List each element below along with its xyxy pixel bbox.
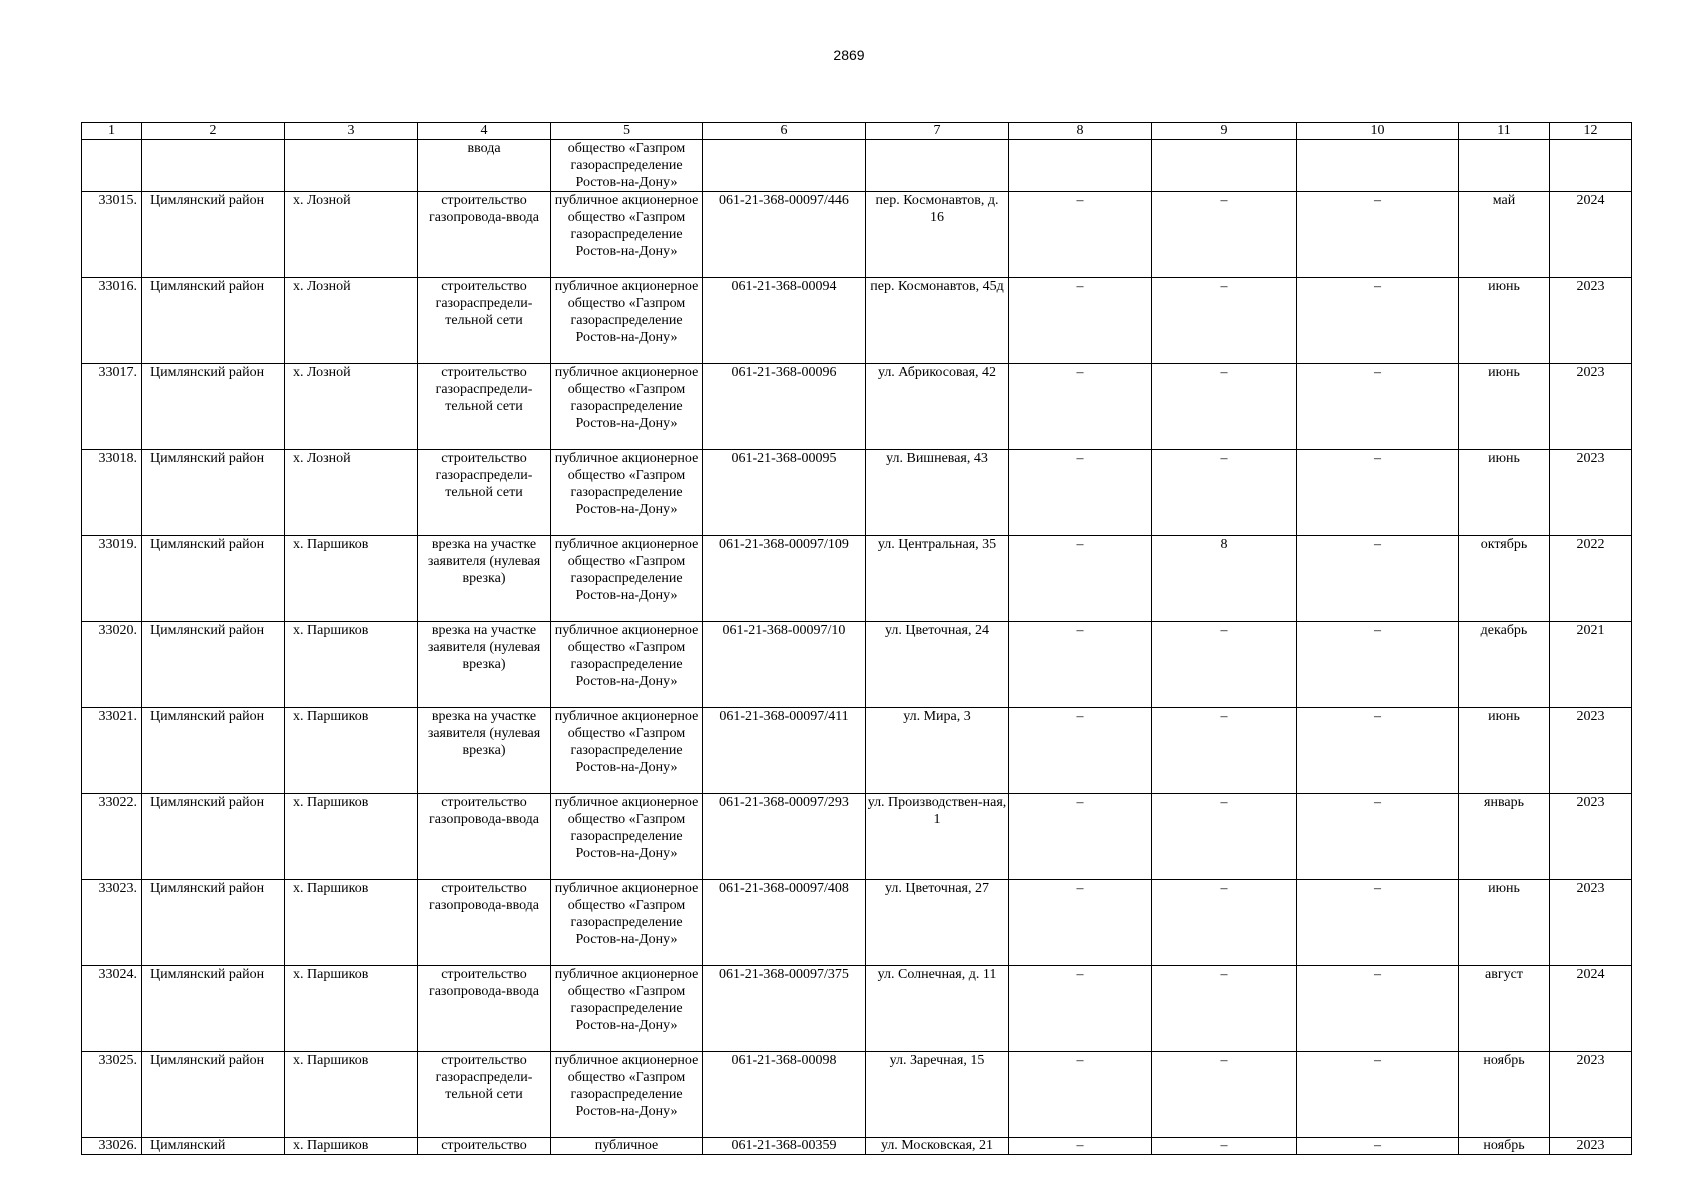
address-cell: ул. Цветочная, 27 bbox=[866, 880, 1009, 966]
column-10-cell: – bbox=[1297, 536, 1459, 622]
column-8-cell: – bbox=[1009, 450, 1152, 536]
address-cell: ул. Мира, 3 bbox=[866, 708, 1009, 794]
work-type-cell: строительство газопровода-ввода bbox=[418, 794, 551, 880]
table-row bbox=[82, 278, 1632, 364]
entry-number: 33021. bbox=[82, 708, 142, 794]
column-8-cell: – bbox=[1009, 536, 1152, 622]
entry-number: 33016. bbox=[82, 278, 142, 364]
locality-cell: х. Паршиков bbox=[285, 708, 418, 794]
year-cell: 2023 bbox=[1550, 450, 1632, 536]
table-row bbox=[82, 880, 1632, 966]
month-cell: декабрь bbox=[1459, 622, 1550, 708]
month-cell: июнь bbox=[1459, 880, 1550, 966]
column-9-cell: – bbox=[1152, 966, 1297, 1052]
locality-cell: х. Паршиков bbox=[285, 966, 418, 1052]
year-cell: 2023 bbox=[1550, 794, 1632, 880]
month-cell: октябрь bbox=[1459, 536, 1550, 622]
column-10-cell: – bbox=[1297, 1052, 1459, 1138]
district-cell: Цимлянский район bbox=[142, 450, 285, 536]
registry-code-cell: 061-21-368-00097/408 bbox=[703, 880, 866, 966]
district-cell: Цимлянский bbox=[142, 1138, 285, 1155]
registry-code-cell: 061-21-368-00096 bbox=[703, 364, 866, 450]
column-number: 6 bbox=[703, 123, 866, 140]
address-cell: ул. Центральная, 35 bbox=[866, 536, 1009, 622]
column-number-row bbox=[82, 123, 1632, 140]
address-cell: пер. Космонавтов, 45д bbox=[866, 278, 1009, 364]
year-cell bbox=[1550, 140, 1632, 192]
locality-cell: х. Лозной bbox=[285, 364, 418, 450]
column-9-cell bbox=[1152, 140, 1297, 192]
column-8-cell: – bbox=[1009, 192, 1152, 278]
column-9-cell: – bbox=[1152, 880, 1297, 966]
entry-number: 33025. bbox=[82, 1052, 142, 1138]
organization-cell: публичное акционерное общество «Газпром газораспределение Ростов-на-Дону» bbox=[551, 1052, 703, 1138]
work-type-cell: врезка на участке заявителя (нулевая врезка) bbox=[418, 622, 551, 708]
column-8-cell: – bbox=[1009, 1138, 1152, 1155]
locality-cell: х. Паршиков bbox=[285, 880, 418, 966]
year-cell: 2022 bbox=[1550, 536, 1632, 622]
district-cell: Цимлянский район bbox=[142, 708, 285, 794]
column-9-cell: – bbox=[1152, 708, 1297, 794]
registry-code-cell: 061-21-368-00094 bbox=[703, 278, 866, 364]
entry-number: 33024. bbox=[82, 966, 142, 1052]
district-cell: Цимлянский район bbox=[142, 278, 285, 364]
registry-code-cell: 061-21-368-00359 bbox=[703, 1138, 866, 1155]
district-cell: Цимлянский район bbox=[142, 192, 285, 278]
entry-number bbox=[82, 140, 142, 192]
work-type-cell: строительство bbox=[418, 1138, 551, 1155]
organization-cell: публичное акционерное общество «Газпром газораспределение Ростов-на-Дону» bbox=[551, 622, 703, 708]
year-cell: 2023 bbox=[1550, 364, 1632, 450]
column-10-cell: – bbox=[1297, 708, 1459, 794]
entry-number: 33026. bbox=[82, 1138, 142, 1155]
year-cell: 2023 bbox=[1550, 1052, 1632, 1138]
address-cell: ул. Абрикосовая, 42 bbox=[866, 364, 1009, 450]
column-number: 10 bbox=[1297, 123, 1459, 140]
table-row bbox=[82, 192, 1632, 278]
work-type-cell: врезка на участке заявителя (нулевая врезка) bbox=[418, 536, 551, 622]
table-row bbox=[82, 450, 1632, 536]
month-cell: ноябрь bbox=[1459, 1052, 1550, 1138]
column-8-cell: – bbox=[1009, 364, 1152, 450]
locality-cell bbox=[285, 140, 418, 192]
registry-code-cell: 061-21-368-00097/446 bbox=[703, 192, 866, 278]
year-cell: 2023 bbox=[1550, 880, 1632, 966]
district-cell: Цимлянский район bbox=[142, 880, 285, 966]
table-row bbox=[82, 708, 1632, 794]
month-cell: июнь bbox=[1459, 364, 1550, 450]
column-number: 4 bbox=[418, 123, 551, 140]
column-8-cell: – bbox=[1009, 966, 1152, 1052]
column-number: 7 bbox=[866, 123, 1009, 140]
locality-cell: х. Паршиков bbox=[285, 794, 418, 880]
entry-number: 33023. bbox=[82, 880, 142, 966]
table-row bbox=[82, 140, 1632, 192]
table-row bbox=[82, 622, 1632, 708]
organization-cell: публичное акционерное общество «Газпром газораспределение Ростов-на-Дону» bbox=[551, 536, 703, 622]
work-type-cell: строительство газораспредели-тельной сети bbox=[418, 450, 551, 536]
entry-number: 33022. bbox=[82, 794, 142, 880]
registry-code-cell: 061-21-368-00098 bbox=[703, 1052, 866, 1138]
work-type-cell: строительство газораспредели-тельной сети bbox=[418, 278, 551, 364]
organization-cell: публичное акционерное общество «Газпром газораспределение Ростов-на-Дону» bbox=[551, 880, 703, 966]
registry-code-cell: 061-21-368-00097/109 bbox=[703, 536, 866, 622]
year-cell: 2023 bbox=[1550, 278, 1632, 364]
column-number: 3 bbox=[285, 123, 418, 140]
locality-cell: х. Паршиков bbox=[285, 1052, 418, 1138]
work-type-cell: строительство газопровода-ввода bbox=[418, 880, 551, 966]
column-9-cell: – bbox=[1152, 794, 1297, 880]
locality-cell: х. Паршиков bbox=[285, 1138, 418, 1155]
column-number: 1 bbox=[82, 123, 142, 140]
entry-number: 33019. bbox=[82, 536, 142, 622]
year-cell: 2023 bbox=[1550, 1138, 1632, 1155]
district-cell bbox=[142, 140, 285, 192]
address-cell: ул. Цветочная, 24 bbox=[866, 622, 1009, 708]
month-cell: август bbox=[1459, 966, 1550, 1052]
month-cell bbox=[1459, 140, 1550, 192]
address-cell: ул. Солнечная, д. 11 bbox=[866, 966, 1009, 1052]
table-row bbox=[82, 966, 1632, 1052]
column-8-cell: – bbox=[1009, 278, 1152, 364]
column-number: 9 bbox=[1152, 123, 1297, 140]
work-type-cell: врезка на участке заявителя (нулевая врезка) bbox=[418, 708, 551, 794]
district-cell: Цимлянский район bbox=[142, 536, 285, 622]
work-type-cell: строительство газораспредели-тельной сети bbox=[418, 364, 551, 450]
year-cell: 2024 bbox=[1550, 192, 1632, 278]
registry-code-cell: 061-21-368-00097/375 bbox=[703, 966, 866, 1052]
organization-cell: публичное bbox=[551, 1138, 703, 1155]
month-cell: май bbox=[1459, 192, 1550, 278]
column-8-cell: – bbox=[1009, 1052, 1152, 1138]
locality-cell: х. Паршиков bbox=[285, 536, 418, 622]
organization-cell: публичное акционерное общество «Газпром газораспределение Ростов-на-Дону» bbox=[551, 450, 703, 536]
column-9-cell: – bbox=[1152, 1138, 1297, 1155]
registry-code-cell: 061-21-368-00097/411 bbox=[703, 708, 866, 794]
column-10-cell: – bbox=[1297, 364, 1459, 450]
registry-table bbox=[81, 122, 1632, 1155]
table-body bbox=[82, 140, 1632, 1155]
registry-code-cell: 061-21-368-00097/293 bbox=[703, 794, 866, 880]
organization-cell: публичное акционерное общество «Газпром газораспределение Ростов-на-Дону» bbox=[551, 708, 703, 794]
address-cell: ул. Московская, 21 bbox=[866, 1138, 1009, 1155]
column-10-cell: – bbox=[1297, 622, 1459, 708]
locality-cell: х. Лозной bbox=[285, 192, 418, 278]
address-cell: ул. Производствен-ная, 1 bbox=[866, 794, 1009, 880]
table-row bbox=[82, 536, 1632, 622]
organization-cell: общество «Газпром газораспределение Ростов-на-Дону» bbox=[551, 140, 703, 192]
column-9-cell: – bbox=[1152, 364, 1297, 450]
entry-number: 33020. bbox=[82, 622, 142, 708]
column-10-cell bbox=[1297, 140, 1459, 192]
column-8-cell: – bbox=[1009, 622, 1152, 708]
registry-code-cell bbox=[703, 140, 866, 192]
district-cell: Цимлянский район bbox=[142, 1052, 285, 1138]
column-10-cell: – bbox=[1297, 880, 1459, 966]
address-cell: ул. Вишневая, 43 bbox=[866, 450, 1009, 536]
locality-cell: х. Паршиков bbox=[285, 622, 418, 708]
month-cell: январь bbox=[1459, 794, 1550, 880]
work-type-cell: строительство газораспредели-тельной сети bbox=[418, 1052, 551, 1138]
organization-cell: публичное акционерное общество «Газпром газораспределение Ростов-на-Дону» bbox=[551, 794, 703, 880]
table-row bbox=[82, 794, 1632, 880]
page-number: 2869 bbox=[833, 47, 865, 63]
month-cell: июнь bbox=[1459, 708, 1550, 794]
organization-cell: публичное акционерное общество «Газпром газораспределение Ростов-на-Дону» bbox=[551, 364, 703, 450]
district-cell: Цимлянский район bbox=[142, 622, 285, 708]
work-type-cell: строительство газопровода-ввода bbox=[418, 192, 551, 278]
column-10-cell: – bbox=[1297, 278, 1459, 364]
locality-cell: х. Лозной bbox=[285, 278, 418, 364]
column-number: 8 bbox=[1009, 123, 1152, 140]
district-cell: Цимлянский район bbox=[142, 364, 285, 450]
column-9-cell: – bbox=[1152, 192, 1297, 278]
entry-number: 33017. bbox=[82, 364, 142, 450]
district-cell: Цимлянский район bbox=[142, 966, 285, 1052]
month-cell: ноябрь bbox=[1459, 1138, 1550, 1155]
year-cell: 2023 bbox=[1550, 708, 1632, 794]
year-cell: 2024 bbox=[1550, 966, 1632, 1052]
registry-code-cell: 061-21-368-00097/10 bbox=[703, 622, 866, 708]
entry-number: 33015. bbox=[82, 192, 142, 278]
month-cell: июнь bbox=[1459, 450, 1550, 536]
column-8-cell: – bbox=[1009, 708, 1152, 794]
work-type-cell: строительство газопровода-ввода bbox=[418, 966, 551, 1052]
organization-cell: публичное акционерное общество «Газпром газораспределение Ростов-на-Дону» bbox=[551, 192, 703, 278]
address-cell: пер. Космонавтов, д. 16 bbox=[866, 192, 1009, 278]
column-8-cell bbox=[1009, 140, 1152, 192]
column-10-cell: – bbox=[1297, 450, 1459, 536]
organization-cell: публичное акционерное общество «Газпром газораспределение Ростов-на-Дону» bbox=[551, 966, 703, 1052]
column-number: 11 bbox=[1459, 123, 1550, 140]
column-10-cell: – bbox=[1297, 1138, 1459, 1155]
column-9-cell: – bbox=[1152, 622, 1297, 708]
column-10-cell: – bbox=[1297, 966, 1459, 1052]
column-10-cell: – bbox=[1297, 794, 1459, 880]
table-row bbox=[82, 364, 1632, 450]
column-9-cell: – bbox=[1152, 1052, 1297, 1138]
table-row bbox=[82, 1052, 1632, 1138]
district-cell: Цимлянский район bbox=[142, 794, 285, 880]
column-10-cell: – bbox=[1297, 192, 1459, 278]
column-number: 5 bbox=[551, 123, 703, 140]
address-cell: ул. Заречная, 15 bbox=[866, 1052, 1009, 1138]
table-row bbox=[82, 1138, 1632, 1155]
column-9-cell: 8 bbox=[1152, 536, 1297, 622]
column-number: 2 bbox=[142, 123, 285, 140]
work-type-cell: ввода bbox=[418, 140, 551, 192]
organization-cell: публичное акционерное общество «Газпром газораспределение Ростов-на-Дону» bbox=[551, 278, 703, 364]
locality-cell: х. Лозной bbox=[285, 450, 418, 536]
registry-code-cell: 061-21-368-00095 bbox=[703, 450, 866, 536]
entry-number: 33018. bbox=[82, 450, 142, 536]
column-8-cell: – bbox=[1009, 794, 1152, 880]
column-8-cell: – bbox=[1009, 880, 1152, 966]
address-cell bbox=[866, 140, 1009, 192]
month-cell: июнь bbox=[1459, 278, 1550, 364]
column-number: 12 bbox=[1550, 123, 1632, 140]
column-9-cell: – bbox=[1152, 450, 1297, 536]
year-cell: 2021 bbox=[1550, 622, 1632, 708]
column-9-cell: – bbox=[1152, 278, 1297, 364]
